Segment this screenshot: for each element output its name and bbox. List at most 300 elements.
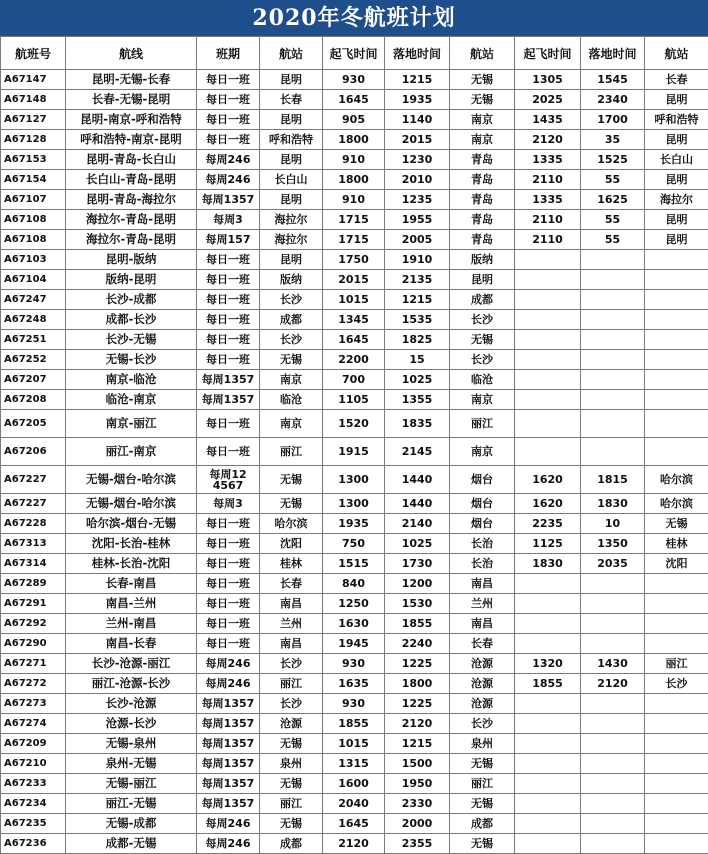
flight-no-cell: A67127 (1, 110, 66, 130)
final-station-cell (645, 754, 708, 774)
table-row (1, 734, 708, 754)
arrive-time-2-cell (581, 814, 645, 834)
route-cell: 兰州-南昌 (66, 614, 197, 634)
final-station-cell (645, 410, 708, 438)
final-station-cell: 昆明 (645, 170, 708, 190)
arrive-time-2-cell (581, 614, 645, 634)
depart-time-cell: 1300 (323, 494, 385, 514)
table-row (1, 554, 708, 574)
flight-no-cell: A67227 (1, 494, 66, 514)
arrive-time-cell: 1440 (385, 494, 450, 514)
arrive-time-cell: 2010 (385, 170, 450, 190)
depart-time-cell: 1315 (323, 754, 385, 774)
depart-time-cell: 1855 (323, 714, 385, 734)
arrive-time-2-cell (581, 290, 645, 310)
arrive-time-2-cell (581, 330, 645, 350)
route-cell: 长沙-无锡 (66, 330, 197, 350)
depart-time-cell: 1715 (323, 230, 385, 250)
arrive-time-cell: 1835 (385, 410, 450, 438)
route-cell: 昆明-无锡-长春 (66, 70, 197, 90)
route-cell: 丽江-无锡 (66, 794, 197, 814)
final-station-cell: 桂林 (645, 534, 708, 554)
final-station-cell (645, 350, 708, 370)
depart-time-2-cell: 2025 (515, 90, 581, 110)
final-station-cell (645, 834, 708, 854)
route-cell: 桂林-长治-沈阳 (66, 554, 197, 574)
arrive-time-2-cell: 1430 (581, 654, 645, 674)
arrive-time-cell: 1855 (385, 614, 450, 634)
arrive-time-cell: 2015 (385, 130, 450, 150)
stop-station-cell: 无锡 (450, 794, 515, 814)
arrive-time-cell: 2355 (385, 834, 450, 854)
arrive-time-2-cell (581, 310, 645, 330)
origin-station-cell: 长春 (260, 90, 323, 110)
table-row (1, 494, 708, 514)
arrive-time-2-cell (581, 250, 645, 270)
header-arrive-time-2: 落地时间 (581, 37, 645, 70)
depart-time-cell: 930 (323, 654, 385, 674)
final-station-cell (645, 270, 708, 290)
arrive-time-2-cell (581, 794, 645, 814)
final-station-cell: 昆明 (645, 210, 708, 230)
table-row (1, 130, 708, 150)
schedule-cell: 每日一班 (197, 330, 260, 350)
stop-station-cell: 南京 (450, 130, 515, 150)
table-row (1, 70, 708, 90)
route-cell: 长沙-沧源 (66, 694, 197, 714)
origin-station-cell: 南昌 (260, 594, 323, 614)
schedule-cell: 每周1357 (197, 190, 260, 210)
depart-time-cell: 1515 (323, 554, 385, 574)
origin-station-cell: 长沙 (260, 290, 323, 310)
header-flight-no: 航班号 (1, 37, 66, 70)
arrive-time-2-cell: 1830 (581, 494, 645, 514)
stop-station-cell: 版纳 (450, 250, 515, 270)
depart-time-2-cell (515, 310, 581, 330)
final-station-cell (645, 438, 708, 466)
table-row (1, 614, 708, 634)
depart-time-2-cell (515, 270, 581, 290)
origin-station-cell: 无锡 (260, 466, 323, 494)
table-row (1, 774, 708, 794)
origin-station-cell: 南京 (260, 370, 323, 390)
table-row (1, 634, 708, 654)
depart-time-cell: 1645 (323, 330, 385, 350)
table-row (1, 438, 708, 466)
route-cell: 临沧-南京 (66, 390, 197, 410)
route-cell: 成都-无锡 (66, 834, 197, 854)
depart-time-2-cell (515, 370, 581, 390)
flight-no-cell: A67228 (1, 514, 66, 534)
depart-time-cell: 1015 (323, 290, 385, 310)
flight-no-cell: A67236 (1, 834, 66, 854)
arrive-time-2-cell (581, 634, 645, 654)
table-row (1, 410, 708, 438)
schedule-cell: 每日一班 (197, 534, 260, 554)
flight-no-cell: A67205 (1, 410, 66, 438)
origin-station-cell: 兰州 (260, 614, 323, 634)
depart-time-cell: 1015 (323, 734, 385, 754)
table-row (1, 90, 708, 110)
final-station-cell: 哈尔滨 (645, 494, 708, 514)
final-station-cell: 昆明 (645, 230, 708, 250)
stop-station-cell: 丽江 (450, 410, 515, 438)
route-cell: 南昌-长春 (66, 634, 197, 654)
route-cell: 泉州-无锡 (66, 754, 197, 774)
stop-station-cell: 无锡 (450, 754, 515, 774)
depart-time-2-cell (515, 574, 581, 594)
arrive-time-2-cell (581, 270, 645, 290)
flight-no-cell: A67104 (1, 270, 66, 290)
arrive-time-2-cell: 55 (581, 210, 645, 230)
arrive-time-cell: 1025 (385, 534, 450, 554)
depart-time-2-cell: 1320 (515, 654, 581, 674)
flight-no-cell: A67208 (1, 390, 66, 410)
stop-station-cell: 烟台 (450, 494, 515, 514)
route-cell: 南京-丽江 (66, 410, 197, 438)
arrive-time-2-cell: 55 (581, 170, 645, 190)
depart-time-2-cell: 1335 (515, 150, 581, 170)
depart-time-cell: 1800 (323, 170, 385, 190)
flight-no-cell: A67247 (1, 290, 66, 310)
schedule-cell: 每日一班 (197, 634, 260, 654)
origin-station-cell: 长春 (260, 574, 323, 594)
stop-station-cell: 青岛 (450, 170, 515, 190)
schedule-cell: 每日一班 (197, 594, 260, 614)
schedule-cell: 每周1357 (197, 714, 260, 734)
arrive-time-2-cell: 1700 (581, 110, 645, 130)
stop-station-cell: 兰州 (450, 594, 515, 614)
schedule-cell: 每周1357 (197, 774, 260, 794)
depart-time-cell: 1715 (323, 210, 385, 230)
header-route: 航线 (66, 37, 197, 70)
flight-no-cell: A67289 (1, 574, 66, 594)
arrive-time-cell: 2330 (385, 794, 450, 814)
depart-time-2-cell (515, 714, 581, 734)
depart-time-cell: 1600 (323, 774, 385, 794)
schedule-cell: 每日一班 (197, 130, 260, 150)
schedule-cell: 每周1357 (197, 794, 260, 814)
origin-station-cell: 南京 (260, 410, 323, 438)
table-header-row (1, 37, 708, 70)
origin-station-cell: 无锡 (260, 774, 323, 794)
origin-station-cell: 昆明 (260, 150, 323, 170)
depart-time-2-cell (515, 614, 581, 634)
depart-time-2-cell: 1335 (515, 190, 581, 210)
schedule-cell: 每日一班 (197, 290, 260, 310)
final-station-cell (645, 734, 708, 754)
header-station-2: 航站 (450, 37, 515, 70)
arrive-time-cell: 1935 (385, 90, 450, 110)
flight-no-cell: A67251 (1, 330, 66, 350)
schedule-cell: 每周3 (197, 210, 260, 230)
arrive-time-cell: 1235 (385, 190, 450, 210)
schedule-cell: 每周246 (197, 150, 260, 170)
depart-time-cell: 930 (323, 694, 385, 714)
schedule-cell: 每周1357 (197, 370, 260, 390)
arrive-time-cell: 15 (385, 350, 450, 370)
table-row (1, 230, 708, 250)
table-row (1, 390, 708, 410)
arrive-time-cell: 1910 (385, 250, 450, 270)
flight-no-cell: A67153 (1, 150, 66, 170)
route-cell: 成都-长沙 (66, 310, 197, 330)
arrive-time-2-cell (581, 714, 645, 734)
route-cell: 长白山-青岛-昆明 (66, 170, 197, 190)
depart-time-2-cell: 2110 (515, 230, 581, 250)
stop-station-cell: 无锡 (450, 70, 515, 90)
depart-time-2-cell: 1620 (515, 466, 581, 494)
depart-time-cell: 910 (323, 150, 385, 170)
origin-station-cell: 昆明 (260, 190, 323, 210)
route-cell: 海拉尔-青岛-昆明 (66, 230, 197, 250)
arrive-time-cell: 2120 (385, 714, 450, 734)
depart-time-cell: 930 (323, 70, 385, 90)
schedule-text: 每周124567 (206, 469, 250, 491)
route-cell: 丽江-沧源-长沙 (66, 674, 197, 694)
arrive-time-2-cell: 1625 (581, 190, 645, 210)
arrive-time-cell: 1215 (385, 734, 450, 754)
final-station-cell (645, 370, 708, 390)
depart-time-2-cell: 1125 (515, 534, 581, 554)
schedule-cell: 每周246 (197, 674, 260, 694)
table-row (1, 250, 708, 270)
arrive-time-2-cell: 1525 (581, 150, 645, 170)
origin-station-cell: 南昌 (260, 634, 323, 654)
table-row (1, 794, 708, 814)
table-row (1, 514, 708, 534)
table-row (1, 674, 708, 694)
stop-station-cell: 沧源 (450, 694, 515, 714)
arrive-time-cell: 2005 (385, 230, 450, 250)
flight-no-cell: A67233 (1, 774, 66, 794)
flight-no-cell: A67107 (1, 190, 66, 210)
depart-time-cell: 1345 (323, 310, 385, 330)
flight-no-cell: A67252 (1, 350, 66, 370)
table-row (1, 310, 708, 330)
depart-time-2-cell: 2120 (515, 130, 581, 150)
depart-time-cell: 1645 (323, 814, 385, 834)
page-title: 2020年冬航班计划 (0, 0, 708, 36)
arrive-time-2-cell (581, 834, 645, 854)
final-station-cell (645, 714, 708, 734)
schedule-cell: 每日一班 (197, 70, 260, 90)
schedule-cell: 每日一班 (197, 514, 260, 534)
final-station-cell: 呼和浩特 (645, 110, 708, 130)
depart-time-cell: 2015 (323, 270, 385, 290)
final-station-cell (645, 310, 708, 330)
origin-station-cell: 成都 (260, 310, 323, 330)
route-cell: 南昌-兰州 (66, 594, 197, 614)
route-cell: 南京-临沧 (66, 370, 197, 390)
flight-no-cell: A67108 (1, 210, 66, 230)
final-station-cell (645, 330, 708, 350)
schedule-cell: 每日一班 (197, 614, 260, 634)
stop-station-cell: 长治 (450, 554, 515, 574)
arrive-time-2-cell: 2120 (581, 674, 645, 694)
depart-time-2-cell: 1855 (515, 674, 581, 694)
arrive-time-cell: 1225 (385, 694, 450, 714)
origin-station-cell: 呼和浩特 (260, 130, 323, 150)
origin-station-cell: 桂林 (260, 554, 323, 574)
flight-no-cell: A67273 (1, 694, 66, 714)
final-station-cell (645, 574, 708, 594)
stop-station-cell: 南京 (450, 110, 515, 130)
final-station-cell: 昆明 (645, 90, 708, 110)
table-row (1, 270, 708, 290)
stop-station-cell: 青岛 (450, 210, 515, 230)
arrive-time-2-cell: 55 (581, 230, 645, 250)
depart-time-cell: 1300 (323, 466, 385, 494)
depart-time-2-cell (515, 734, 581, 754)
schedule-cell: 每日一班 (197, 110, 260, 130)
arrive-time-2-cell: 1545 (581, 70, 645, 90)
table-row (1, 110, 708, 130)
final-station-cell: 昆明 (645, 130, 708, 150)
table-row (1, 370, 708, 390)
table-row (1, 190, 708, 210)
schedule-cell: 每日一班 (197, 438, 260, 466)
depart-time-2-cell: 1830 (515, 554, 581, 574)
stop-station-cell: 青岛 (450, 190, 515, 210)
flight-no-cell: A67207 (1, 370, 66, 390)
flight-no-cell: A67290 (1, 634, 66, 654)
depart-time-2-cell: 2110 (515, 210, 581, 230)
depart-time-cell: 910 (323, 190, 385, 210)
header-schedule: 班期 (197, 37, 260, 70)
origin-station-cell: 丽江 (260, 794, 323, 814)
depart-time-2-cell (515, 350, 581, 370)
schedule-cell: 每日一班 (197, 574, 260, 594)
origin-station-cell: 昆明 (260, 70, 323, 90)
flight-no-cell: A67148 (1, 90, 66, 110)
flight-no-cell: A67154 (1, 170, 66, 190)
table-row (1, 654, 708, 674)
origin-station-cell: 无锡 (260, 734, 323, 754)
arrive-time-cell: 1500 (385, 754, 450, 774)
flight-no-cell: A67313 (1, 534, 66, 554)
table-row (1, 834, 708, 854)
depart-time-2-cell (515, 774, 581, 794)
schedule-cell: 每周1357 (197, 734, 260, 754)
arrive-time-2-cell: 1815 (581, 466, 645, 494)
depart-time-cell: 2200 (323, 350, 385, 370)
depart-time-2-cell (515, 438, 581, 466)
origin-station-cell: 沈阳 (260, 534, 323, 554)
arrive-time-cell: 1215 (385, 290, 450, 310)
arrive-time-2-cell (581, 694, 645, 714)
stop-station-cell: 长沙 (450, 714, 515, 734)
arrive-time-2-cell (581, 410, 645, 438)
arrive-time-2-cell (581, 594, 645, 614)
stop-station-cell: 长治 (450, 534, 515, 554)
arrive-time-cell: 1025 (385, 370, 450, 390)
depart-time-2-cell (515, 694, 581, 714)
route-cell: 昆明-青岛-海拉尔 (66, 190, 197, 210)
depart-time-cell: 750 (323, 534, 385, 554)
table-row (1, 290, 708, 310)
flight-no-cell: A67274 (1, 714, 66, 734)
depart-time-cell: 1630 (323, 614, 385, 634)
table-row (1, 350, 708, 370)
stop-station-cell: 丽江 (450, 774, 515, 794)
depart-time-2-cell (515, 794, 581, 814)
final-station-cell: 海拉尔 (645, 190, 708, 210)
arrive-time-cell: 1230 (385, 150, 450, 170)
depart-time-cell: 1645 (323, 90, 385, 110)
arrive-time-cell: 1225 (385, 654, 450, 674)
stop-station-cell: 青岛 (450, 230, 515, 250)
schedule-cell: 每日一班 (197, 250, 260, 270)
final-station-cell: 丽江 (645, 654, 708, 674)
stop-station-cell: 沧源 (450, 654, 515, 674)
flight-no-cell: A67292 (1, 614, 66, 634)
depart-time-cell: 1105 (323, 390, 385, 410)
depart-time-2-cell (515, 594, 581, 614)
header-station: 航站 (260, 37, 323, 70)
stop-station-cell: 南京 (450, 390, 515, 410)
origin-station-cell: 泉州 (260, 754, 323, 774)
stop-station-cell: 南昌 (450, 614, 515, 634)
origin-station-cell: 版纳 (260, 270, 323, 290)
arrive-time-2-cell: 2340 (581, 90, 645, 110)
depart-time-cell: 1635 (323, 674, 385, 694)
stop-station-cell: 昆明 (450, 270, 515, 290)
arrive-time-cell: 1825 (385, 330, 450, 350)
final-station-cell: 沈阳 (645, 554, 708, 574)
table-row (1, 170, 708, 190)
depart-time-2-cell: 1305 (515, 70, 581, 90)
depart-time-2-cell (515, 814, 581, 834)
flight-no-cell: A67271 (1, 654, 66, 674)
schedule-cell: 每周246 (197, 814, 260, 834)
flight-no-cell: A67314 (1, 554, 66, 574)
stop-station-cell: 无锡 (450, 90, 515, 110)
arrive-time-cell: 1140 (385, 110, 450, 130)
depart-time-cell: 1800 (323, 130, 385, 150)
origin-station-cell: 无锡 (260, 350, 323, 370)
route-cell: 沈阳-长治-桂林 (66, 534, 197, 554)
flight-no-cell: A67210 (1, 754, 66, 774)
stop-station-cell: 烟台 (450, 466, 515, 494)
origin-station-cell: 沧源 (260, 714, 323, 734)
origin-station-cell: 临沧 (260, 390, 323, 410)
route-cell: 哈尔滨-烟台-无锡 (66, 514, 197, 534)
origin-station-cell: 长白山 (260, 170, 323, 190)
flight-no-cell: A67234 (1, 794, 66, 814)
arrive-time-cell: 1730 (385, 554, 450, 574)
arrive-time-2-cell: 1350 (581, 534, 645, 554)
stop-station-cell: 成都 (450, 290, 515, 310)
stop-station-cell: 南京 (450, 438, 515, 466)
final-station-cell (645, 774, 708, 794)
flight-no-cell: A67206 (1, 438, 66, 466)
final-station-cell (645, 614, 708, 634)
final-station-cell: 无锡 (645, 514, 708, 534)
depart-time-cell: 1915 (323, 438, 385, 466)
route-cell: 无锡-泉州 (66, 734, 197, 754)
arrive-time-2-cell: 35 (581, 130, 645, 150)
final-station-cell (645, 794, 708, 814)
flight-no-cell: A67248 (1, 310, 66, 330)
route-cell: 无锡-烟台-哈尔滨 (66, 466, 197, 494)
schedule-cell: 每周246 (197, 834, 260, 854)
table-row (1, 594, 708, 614)
flight-no-cell: A67235 (1, 814, 66, 834)
header-depart-time-2: 起飞时间 (515, 37, 581, 70)
route-cell: 无锡-长沙 (66, 350, 197, 370)
arrive-time-cell: 2000 (385, 814, 450, 834)
